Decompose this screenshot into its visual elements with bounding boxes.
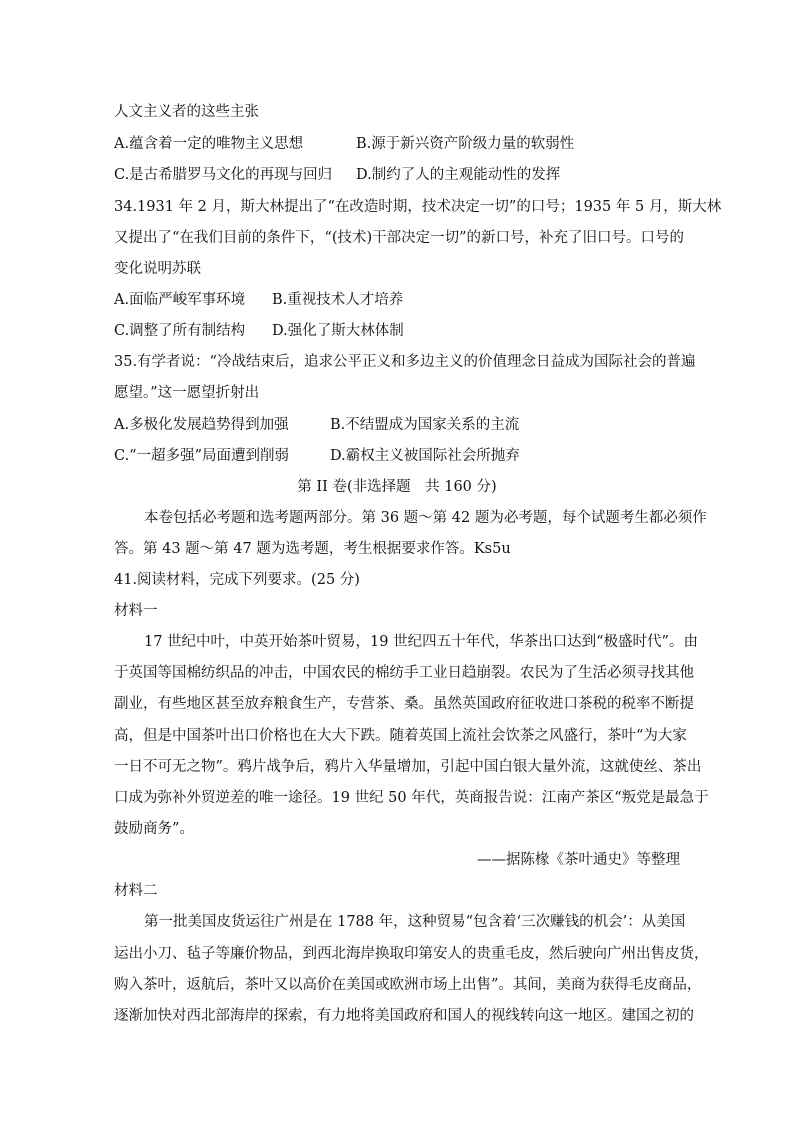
material-1-line-6: 口成为弥补外贸逆差的唯一途径。19 世纪 50 年代，英商报告说：江南产茶区“叛党是最急于 [114, 790, 709, 806]
material-2-label: 材料二 [114, 883, 158, 899]
q35-option-d: D.霸权主义被国际社会所抛弃 [330, 448, 520, 464]
q33-option-a: A.蕴含着一定的唯物主义思想 [114, 136, 304, 152]
q41-header: 41.阅读材料，完成下列要求。(25 分) [114, 572, 360, 588]
q35-stem-line-2: 愿望。”这一愿望折射出 [114, 385, 260, 401]
material-1-line-3: 副业，有些地区甚至放弃粮食生产，专营茶、桑。虽然英国政府征收进口茶税的税率不断提 [114, 696, 694, 712]
q33-option-d: D.制约了人的主观能动性的发挥 [356, 167, 561, 183]
material-1-line-7: 鼓励商务”。 [114, 821, 194, 837]
section-2-intro-line-1: 本卷包括必考题和选考题两部分。第 36 题～第 42 题为必考题，每个试题考生都必须作 [144, 510, 707, 526]
q34-stem-line-3: 变化说明苏联 [114, 261, 201, 277]
q35-stem-line-1: 35.有学者说：“冷战结束后，追求公平正义和多边主义的价值理念日益成为国际社会的普遍 [114, 354, 696, 370]
q33-stem-tail: 人文主义者的这些主张 [114, 104, 259, 120]
material-2-line-4: 逐渐加快对西北部海岸的探索，有力地将美国政府和国人的视线转向这一地区。建国之初的 [114, 1008, 694, 1024]
material-1-line-1: 17 世纪中叶，中英开始茶叶贸易，19 世纪四五十年代，华茶出口达到“极盛时代”。由 [144, 634, 698, 650]
material-1-line-5: 一日不可无之物”。鸦片战争后，鸦片入华量增加，引起中国白银大量外流，这就使丝、茶出 [114, 759, 702, 775]
q33-option-b: B.源于新兴资产阶级力量的软弱性 [356, 136, 575, 152]
section-2-intro-line-2: 答。第 43 题～第 47 题为选考题，考生根据要求作答。Ks5u [114, 541, 511, 557]
q34-option-c: C.调整了所有制结构 [114, 323, 246, 339]
q34-stem-line-1: 34.1931 年 2 月，斯大林提出了“在改造时期，技术决定一切”的口号；1935 年 5 月，斯大林 [114, 199, 722, 215]
material-1-line-4: 高，但是中国茶叶出口价格也在大大下跌。随着英国上流社会饮茶之风盛行，茶叶“为大家 [114, 728, 687, 744]
material-2-line-3: 购入茶叶，返航后，茶叶又以高价在美国或欧洲市场上出售”。其间，美商为获得毛皮商品， [114, 977, 702, 993]
q35-option-b: B.不结盟成为国家关系的主流 [330, 417, 520, 433]
material-1-source: ——据陈椽《茶叶通史》等整理 [477, 852, 680, 868]
q33-option-c: C.是古希腊罗马文化的再现与回归 [114, 167, 333, 183]
q34-option-a: A.面临严峻军事环境 [114, 292, 246, 308]
q34-option-d: D.强化了斯大林体制 [272, 323, 404, 339]
q35-option-c: C.“一超多强”局面遭到削弱 [114, 448, 290, 464]
q35-option-a: A.多极化发展趋势得到加强 [114, 417, 289, 433]
material-1-label: 材料一 [114, 603, 158, 619]
material-2-line-1: 第一批美国皮货运往广州是在 1788 年，这种贸易“包含着‘三次赚钱的机会’：从美国 [144, 914, 686, 930]
section-2-title: 第 II 卷(非选择题 共 160 分) [297, 479, 497, 495]
q34-option-b: B.重视技术人才培养 [272, 292, 404, 308]
q34-stem-line-2: 又提出了“在我们目前的条件下，“(技术)干部决定一切”的新口号，补充了旧口号。口号的 [114, 230, 685, 246]
material-1-line-2: 于英国等国棉纺织品的冲击，中国农民的棉纺手工业日趋崩裂。农民为了生活必须寻找其他 [114, 665, 694, 681]
material-2-line-2: 运出小刀、毡子等廉价物品，到西北海岸换取印第安人的贵重毛皮，然后驶向广州出售皮货， [114, 946, 709, 962]
